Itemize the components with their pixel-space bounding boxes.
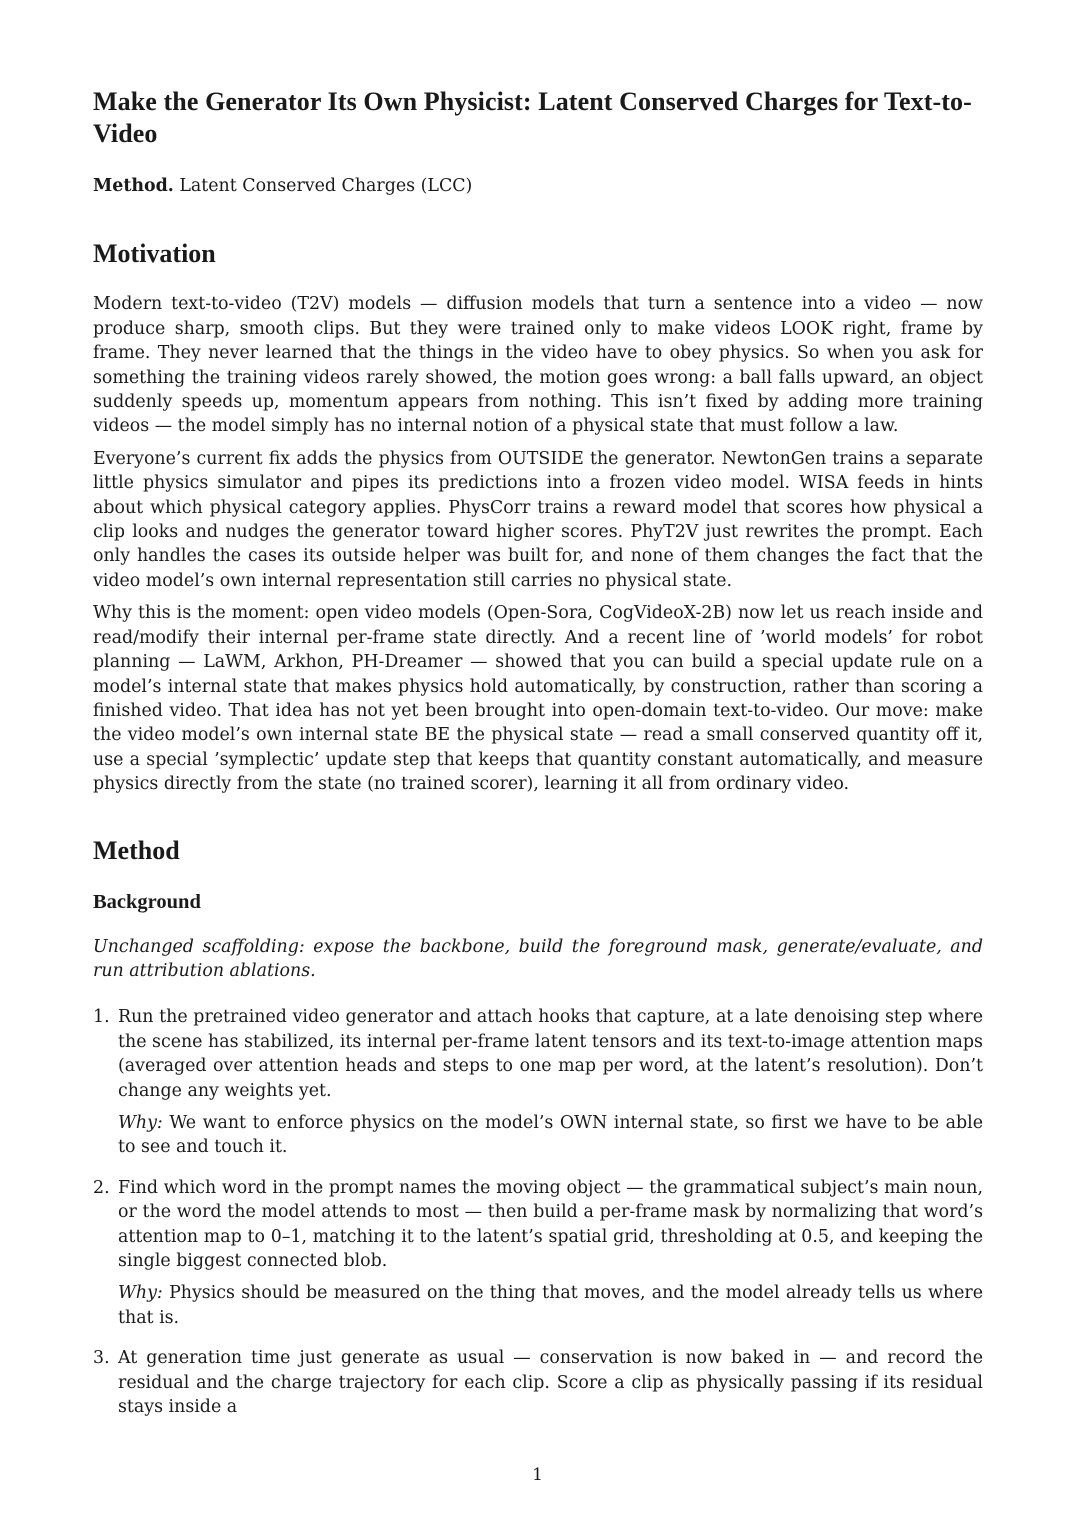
motivation-paragraph-1: Modern text-to-video (T2V) models — diffusion models that turn a sentence into a video — now produce sharp, smooth clips. But they were trained only to make videos LOOK right, frame by frame. They never learned that the things in the video have to obey physics. So when you ask for something the training videos rarely showed, the motion goes wrong: a ball falls upward, an object suddenly speeds up, momentum appears from nothing. This isn’t fixed by adding more training videos — the model simply has no internal notion of a physical state that must follow a law. xyxy=(93,294,983,437)
step-why xyxy=(118,1111,983,1160)
method-heading: Method xyxy=(93,835,180,865)
why-text: We want to enforce physics on the model’s OWN internal state, so first we have to be able to see and touch it. xyxy=(118,1112,983,1158)
why-label: Why: xyxy=(118,1283,163,1304)
paper-page xyxy=(93,86,983,1435)
step-number: 2. xyxy=(93,1177,110,1198)
method-name: Latent Conserved Charges (LCC) xyxy=(179,176,473,196)
background-heading: Background xyxy=(93,890,201,913)
step-list xyxy=(93,1005,983,1419)
step-item xyxy=(93,1176,983,1330)
why-text: Physics should be measured on the thing that moves, and the model already tells us where that is. xyxy=(118,1283,983,1328)
motivation-paragraph-2: Everyone’s current fix adds the physics from OUTSIDE the generator. NewtonGen trains a separate little physics simulator and pipes its predictions into a frozen video model. WISA feeds in hints about which physical category applies. PhysCorr trains a reward model that scores how physical a clip looks and nudges the generator toward higher scores. PhyT2V just rewrites the prompt. Each only handles the cases its outside helper was built for, and none of them changes the fact that the video model’s own internal representation still carries no physical state. xyxy=(93,448,983,591)
page-number: 1 xyxy=(532,1465,543,1485)
method-line xyxy=(93,174,983,198)
motivation-paragraph-3: Why this is the moment: open video models (Open-Sora, CogVideoX-2B) now let us reach inside and read/modify their internal per-frame state directly. And a recent line of ’world models’ for robot planning — LaWM, Arkhon, PH-Dreamer — showed that you can build a special update rule on a model’s internal state that makes physics hold automatically, by construction, rather than scoring a finished video. That idea has not yet been brought into open-domain text-to-video. Our move: make the video model’s own internal state BE the physical state — read a small conserved quantity off it, use a special ’symplectic’ update step that keeps that quantity constant automatically, and measure physics directly from the state (no trained scorer), learning it all from ordinary video. xyxy=(93,603,983,795)
step-number: 1. xyxy=(93,1007,110,1028)
step-text: At generation time just generate as usual — conservation is now baked in — and record the residual and the charge trajectory for each clip. Score a clip as physically passing if its residual stays inside a xyxy=(118,1348,983,1418)
step-text: Find which word in the prompt names the moving object — the grammatical subject’s main noun, or the word the model attends to most — then build a per-frame mask by normalizing that word’s attention map to 0–1, matching it to the latent’s spatial grid, thresholding at 0.5, and keeping the single biggest connected blob. xyxy=(118,1177,983,1271)
why-label: Why: xyxy=(118,1112,163,1133)
method-label: Method. xyxy=(93,176,174,196)
paper-title: Make the Generator Its Own Physicist: Latent Conserved Charges for Text-to-Video xyxy=(93,87,972,148)
step-text: Run the pretrained video generator and attach hooks that capture, at a late denoising step where the scene has stabilized, its internal per-frame latent tensors and its text-to-image attention maps (averaged over attention heads and steps to one map per word, at the latent’s resolution). Don’t change any weights yet. xyxy=(118,1007,983,1101)
step-number: 3. xyxy=(93,1348,110,1369)
step-item xyxy=(93,1005,983,1159)
background-note: Unchanged scaffolding: expose the backbone, build the foreground mask, generate/evaluate, and run attribution ablations. xyxy=(93,936,983,981)
step-why xyxy=(118,1281,983,1330)
motivation-heading: Motivation xyxy=(93,239,216,269)
step-item xyxy=(93,1346,983,1419)
